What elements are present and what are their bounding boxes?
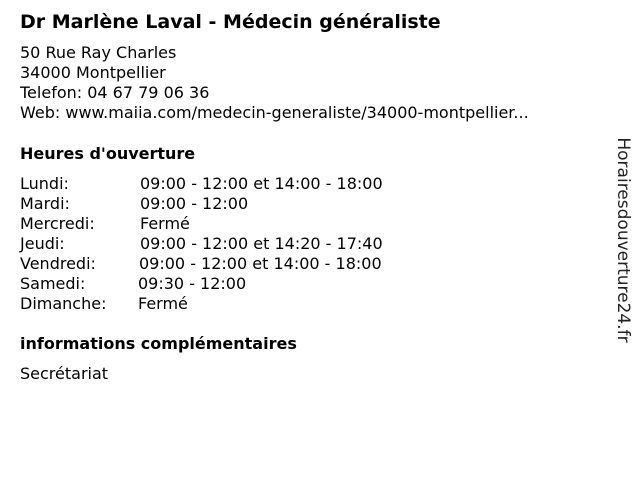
phone-number: Telefon: 04 67 79 06 36: [20, 83, 210, 102]
day-label: Vendredi:: [20, 254, 96, 273]
time-value: 09:00 - 12:00 et 14:20 - 17:40: [140, 234, 383, 253]
city-address: 34000 Montpellier: [20, 63, 166, 82]
time-value: 09:30 - 12:00: [138, 274, 247, 293]
street-address: 50 Rue Ray Charles: [20, 43, 177, 62]
opening-hours-heading: Heures d'ouverture: [20, 144, 196, 163]
page-title: Dr Marlène Laval - Médecin généraliste: [20, 11, 441, 33]
time-value: 09:00 - 12:00: [140, 194, 249, 213]
additional-info-text: Secrétariat: [20, 364, 109, 383]
time-value: 09:00 - 12:00 et 14:00 - 18:00: [140, 174, 383, 193]
additional-info-heading: informations complémentaires: [20, 334, 297, 353]
address-block: [20, 43, 529, 123]
time-value: 09:00 - 12:00 et 14:00 - 18:00: [139, 254, 382, 273]
day-label: Dimanche:: [20, 294, 107, 313]
day-label: Mardi:: [20, 194, 70, 213]
day-label: Samedi:: [20, 274, 86, 293]
day-label: Jeudi:: [20, 234, 65, 253]
time-value: Fermé: [138, 294, 188, 313]
time-value: Fermé: [140, 214, 190, 233]
day-label: Lundi:: [20, 174, 69, 193]
day-label: Mercredi:: [20, 214, 95, 233]
watermark-text: Horairesdouverture24.fr: [613, 137, 633, 343]
website-link[interactable]: Web: www.maiia.com/medecin-generaliste/34000-montpellier...: [20, 103, 529, 122]
